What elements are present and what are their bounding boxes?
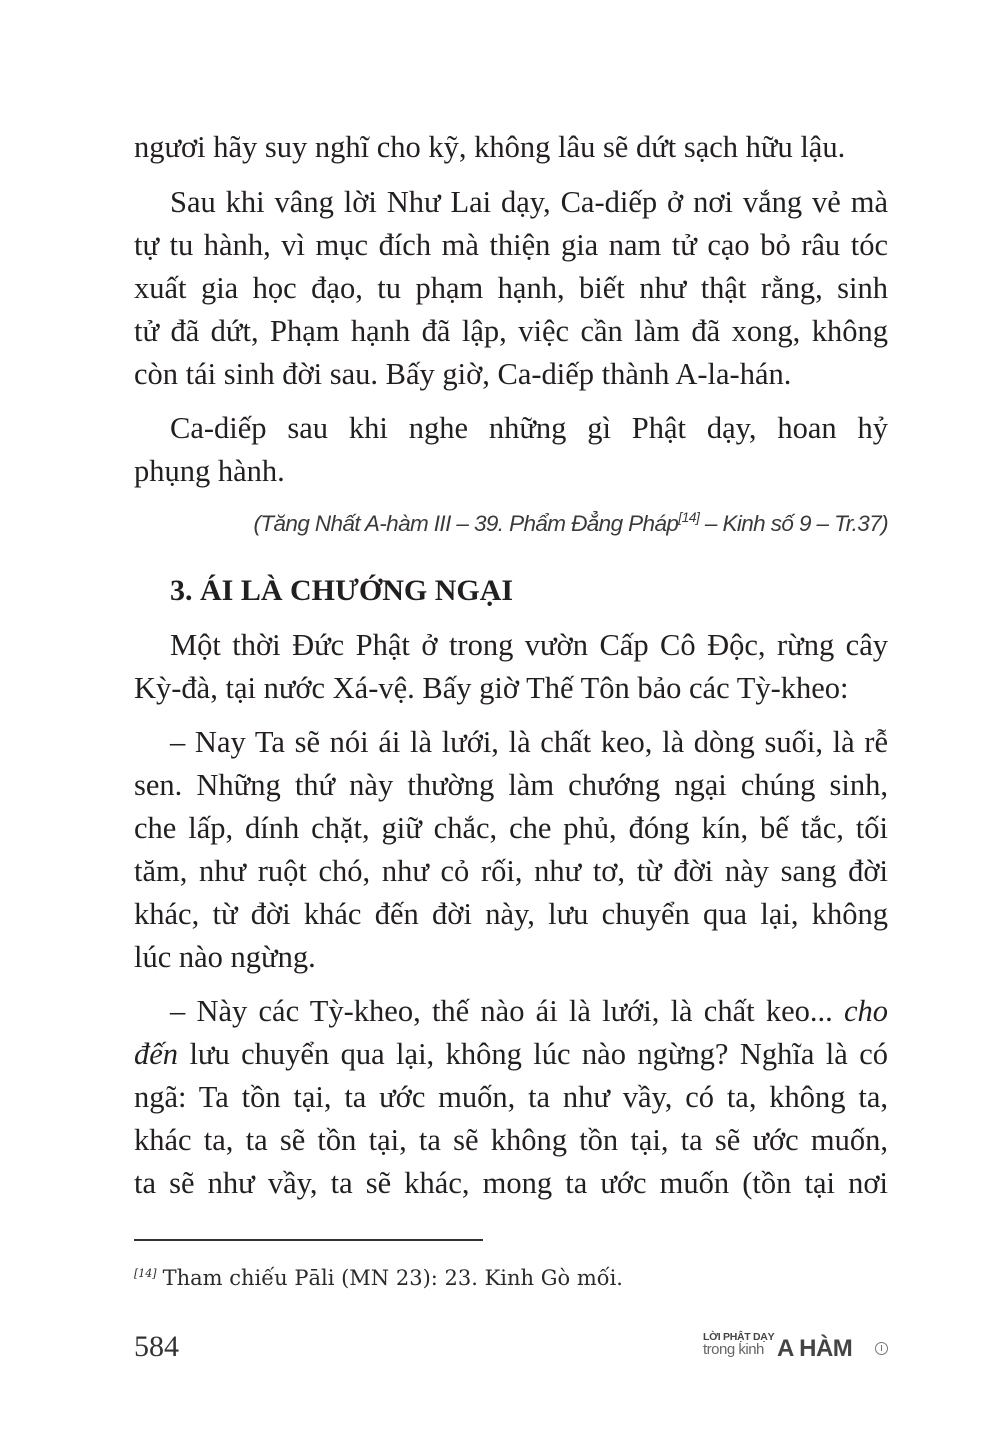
citation-text: (Tăng Nhất A-hàm III – 39. Phẩm Đẳng Pháp xyxy=(253,511,679,536)
text-line: tăm, như ruột chó, như cỏ rối, như tơ, từ đời này sang đời xyxy=(134,854,888,888)
logo-line1: LỜI PHẬT DẠY xyxy=(703,1331,775,1343)
text-line: Một thời Đức Phật ở trong vườn Cấp Cô Độc, rừng cây xyxy=(170,628,888,662)
text-line: ta sẽ như vầy, ta sẽ khác, mong ta ước muốn (tồn tại nơi xyxy=(134,1166,888,1200)
text-line: tự tu hành, vì mục đích mà thiện gia nam tử cạo bỏ râu tóc xyxy=(134,228,888,262)
footnote-divider xyxy=(134,1239,483,1241)
text-line: khác, từ đời khác đến đời này, lưu chuyển qua lại, không xyxy=(134,897,888,931)
text-line: Ca-diếp sau khi nghe những gì Phật dạy, hoan hỷ xyxy=(170,411,888,445)
footnote-reference[interactable]: [14] xyxy=(678,509,700,525)
text-line: ngươi hãy suy nghĩ cho kỹ, không lâu sẽ dứt sạch hữu lậu. xyxy=(134,130,846,164)
page-number: 584 xyxy=(134,1330,179,1363)
italic-text: đến xyxy=(134,1037,179,1071)
logo-title: A HÀM xyxy=(777,1335,853,1362)
text-line: sen. Những thứ này thường làm chướng ngại chúng sinh, xyxy=(134,768,888,802)
text-line: Sau khi vâng lời Như Lai dạy, Ca-diếp ở nơi vắng vẻ mà xyxy=(170,185,888,219)
text-line xyxy=(170,996,888,1027)
text-span: lưu chuyển qua lại, không lúc nào ngừng? Nghĩa là có xyxy=(178,1037,888,1071)
footnote xyxy=(134,1266,623,1290)
text-line: che lấp, dính chặt, giữ chắc, che phủ, đóng kín, bế tắc, tối xyxy=(134,811,888,845)
text-line: khác ta, ta sẽ tồn tại, ta sẽ không tồn tại, ta sẽ ước muốn, xyxy=(134,1123,888,1157)
volume-badge: I xyxy=(875,1342,888,1355)
footnote-marker: [14] xyxy=(134,1267,157,1280)
book-logo xyxy=(703,1331,893,1361)
text-line: lúc nào ngừng. xyxy=(134,940,316,974)
text-line: xuất gia học đạo, tu phạm hạnh, biết như thật rằng, sinh xyxy=(134,271,888,305)
section-heading: 3. ÁI LÀ CHƯỚNG NGẠI xyxy=(170,574,514,607)
text-line: Kỳ-đà, tại nước Xá-vệ. Bấy giờ Thế Tôn bảo các Tỳ-kheo: xyxy=(134,671,849,705)
text-span: – Này các Tỳ-kheo, thế nào ái là lưới, là chất keo... xyxy=(170,994,833,1028)
footnote-text: Tham chiếu Pāli (MN 23): 23. Kinh Gò mối. xyxy=(162,1266,623,1290)
text-line xyxy=(134,1039,888,1070)
text-line: tử đã dứt, Phạm hạnh đã lập, việc cần làm đã xong, không xyxy=(134,314,888,348)
citation xyxy=(170,509,888,537)
text-line: – Nay Ta sẽ nói ái là lưới, là chất keo, là dòng suối, là rễ xyxy=(170,725,888,759)
citation-tail: – Kinh số 9 – Tr.37) xyxy=(699,511,888,536)
logo-line2: trong kinh xyxy=(703,1341,764,1358)
text-line: còn tái sinh đời sau. Bấy giờ, Ca-diếp thành A-la-hán. xyxy=(134,357,792,391)
italic-text: cho xyxy=(843,994,888,1028)
text-line: phụng hành. xyxy=(134,454,285,488)
text-line: ngã: Ta tồn tại, ta ước muốn, ta như vầy, có ta, không ta, xyxy=(134,1080,888,1114)
